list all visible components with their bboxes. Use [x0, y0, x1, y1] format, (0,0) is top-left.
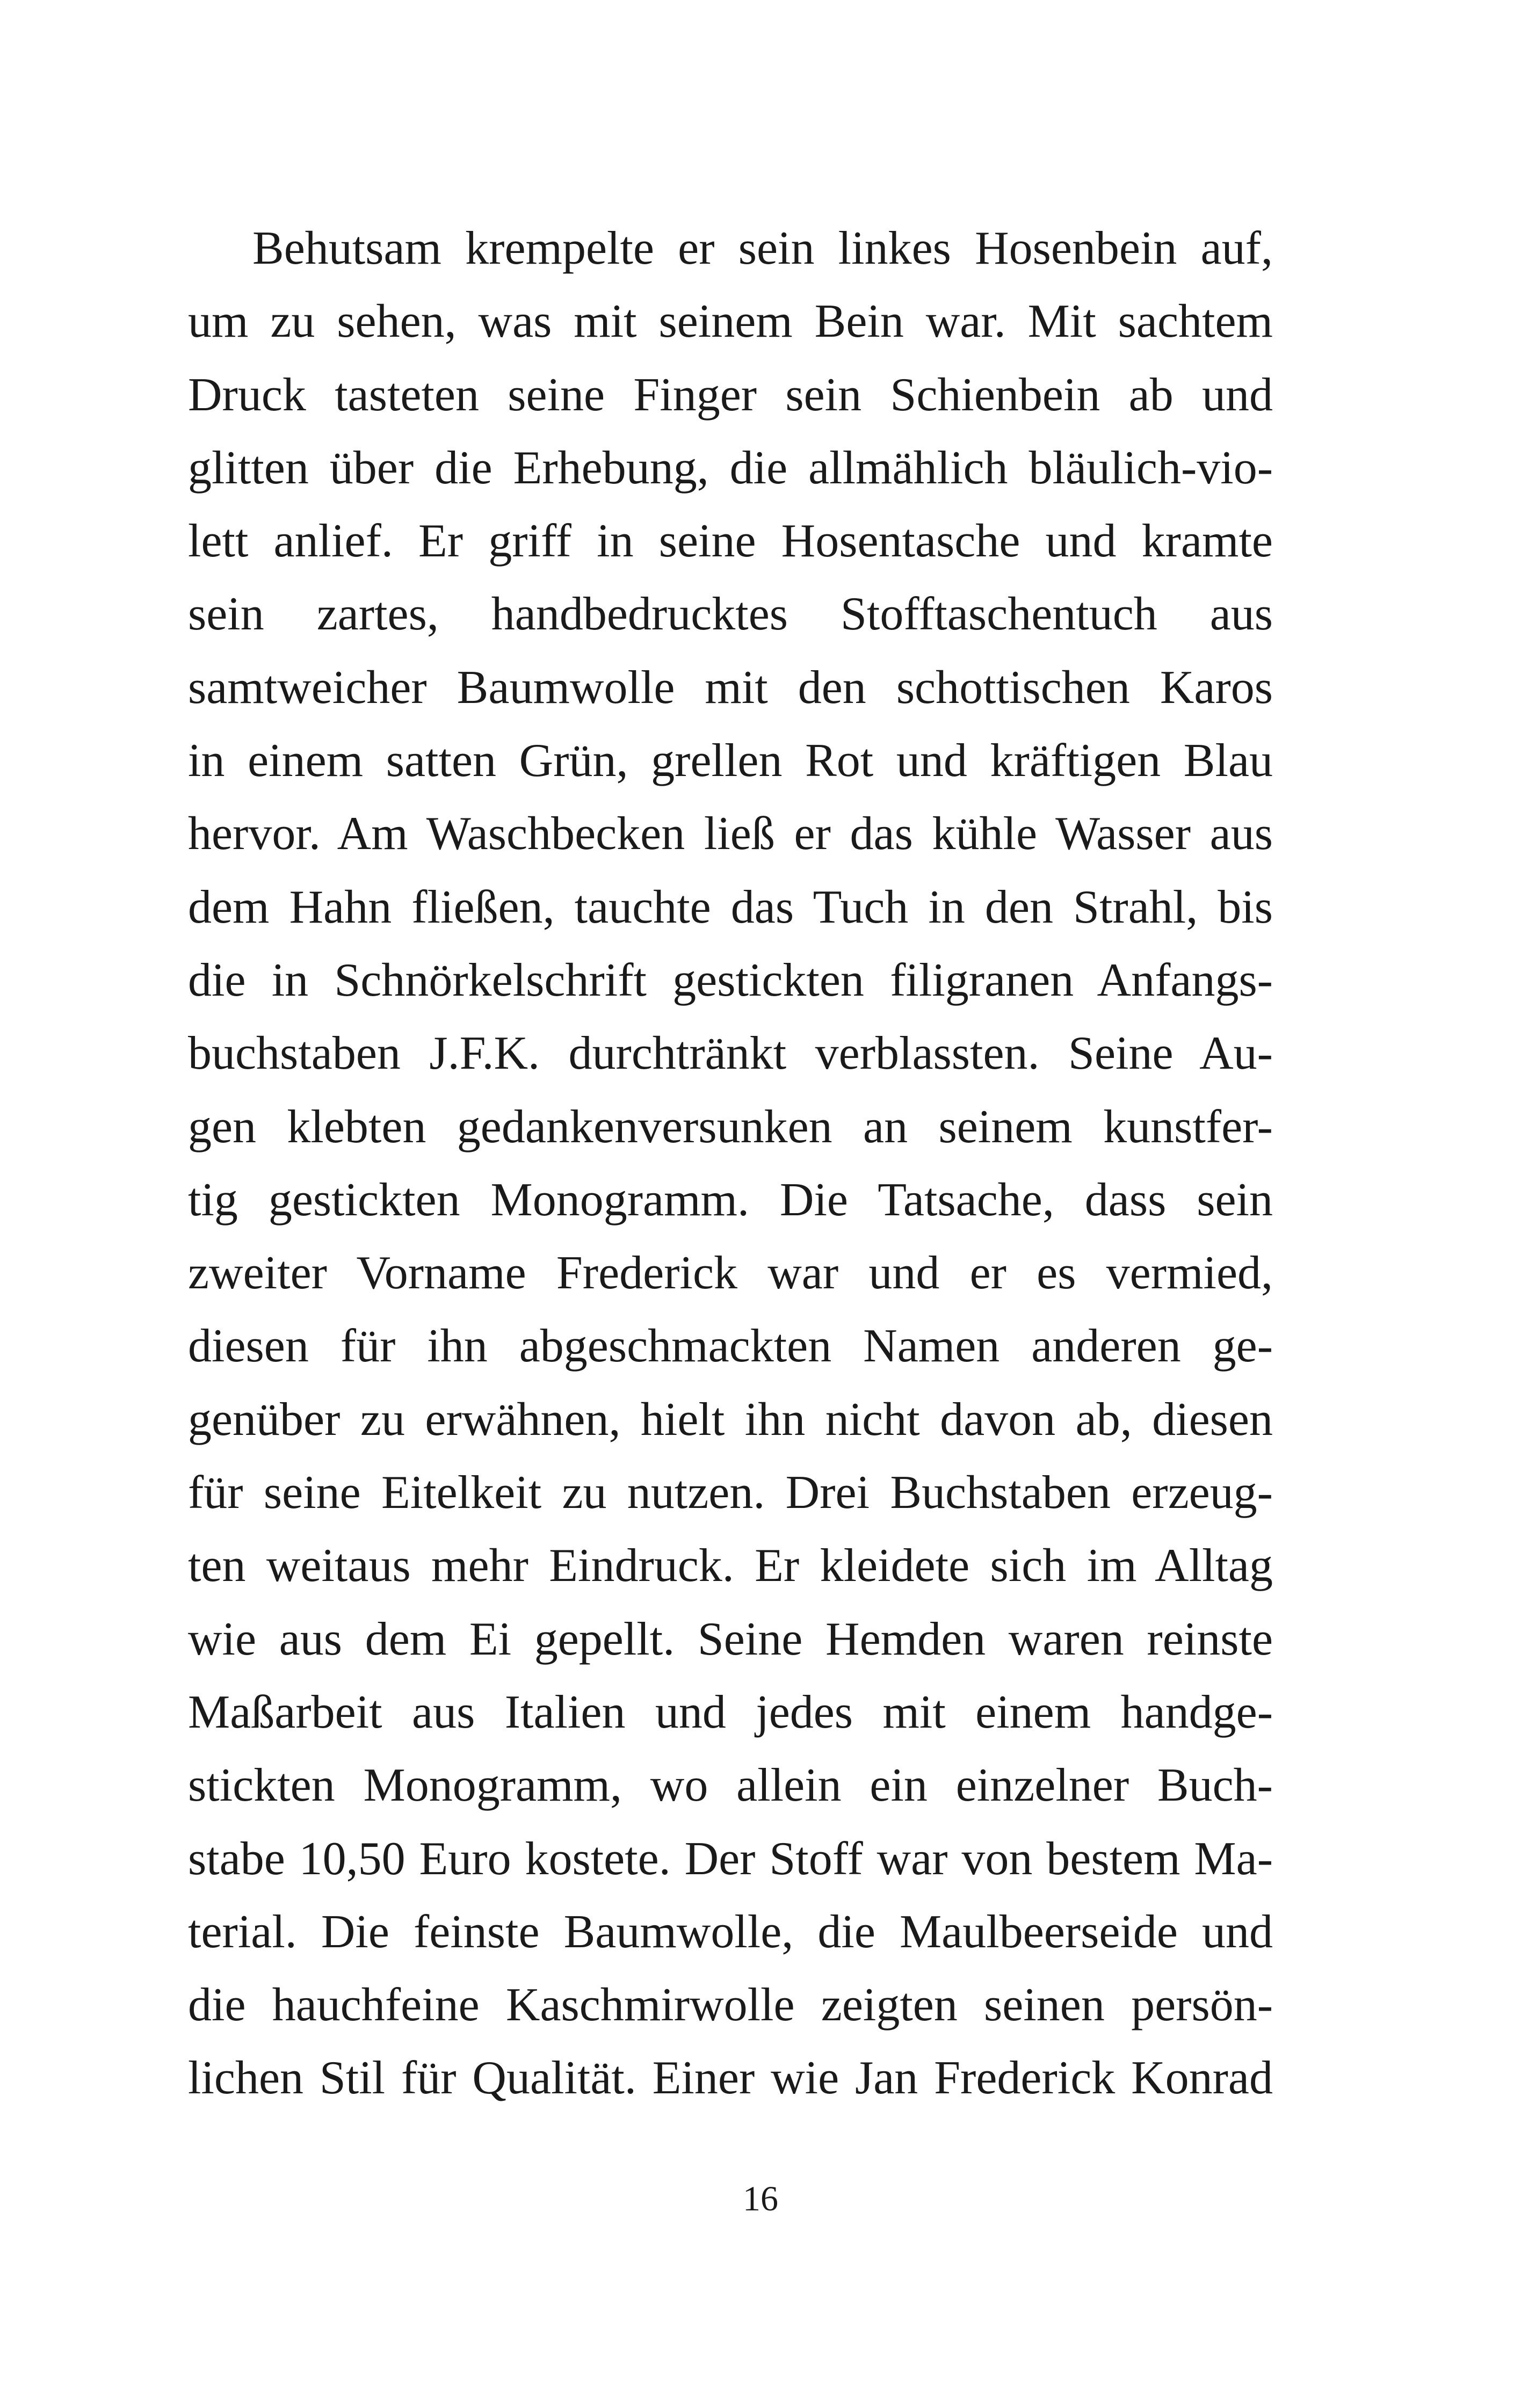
text-line: stabe 10,50 Euro kostete. Der Stoff war von bestem Ma- — [188, 1832, 1273, 1885]
text-line: in einem satten Grün, grellen Rot und kräftigen Blau — [188, 735, 1273, 787]
text-line: stickten Monogramm, wo allein ein einzelner Buch- — [188, 1759, 1273, 1812]
text-line: hervor. Am Waschbecken ließ er das kühle Wasser aus — [188, 808, 1273, 860]
text-line: terial. Die feinste Baumwolle, die Maulbeerseide und — [188, 1905, 1273, 1958]
text-line: genüber zu erwähnen, hielt ihn nicht davon ab, diesen — [188, 1393, 1273, 1446]
page-number: 16 — [743, 2179, 778, 2218]
text-line: die in Schnörkelschrift gestickten filigranen Anfangs- — [188, 954, 1273, 1006]
text-line: gen klebten gedankenversunken an seinem kunstfer- — [188, 1100, 1273, 1153]
text-line: wie aus dem Ei gepellt. Seine Hemden waren reinste — [188, 1613, 1273, 1665]
text-line: Maßarbeit aus Italien und jedes mit einem handge- — [188, 1686, 1273, 1738]
text-line: Behutsam krempelte er sein linkes Hosenbein auf, — [252, 222, 1273, 274]
text-line: lichen Stil für Qualität. Einer wie Jan Frederick Konrad — [188, 2052, 1273, 2105]
text-line: für seine Eitelkeit zu nutzen. Drei Buchstaben erzeug- — [188, 1467, 1273, 1519]
text-line: ten weitaus mehr Eindruck. Er kleidete sich im Alltag — [188, 1540, 1273, 1592]
text-line: die hauchfeine Kaschmirwolle zeigten seinen persön- — [188, 1979, 1273, 2032]
text-line: buchstaben J.F.K. durchtränkt verblassten. Seine Au- — [188, 1027, 1273, 1080]
text-line: tig gestickten Monogramm. Die Tatsache, dass sein — [188, 1173, 1273, 1226]
text-line: dem Hahn fließen, tauchte das Tuch in den Strahl, bis — [188, 881, 1273, 933]
text-line: lett anlief. Er griff in seine Hosentasche und kramte — [188, 515, 1273, 568]
body-paragraph — [188, 212, 1273, 2115]
text-line: Druck tasteten seine Finger sein Schienbein ab und — [188, 368, 1273, 421]
text-line: sein zartes, handbedrucktes Stofftaschentuch aus — [188, 588, 1273, 641]
text-line: samtweicher Baumwolle mit den schottischen Karos — [188, 661, 1273, 714]
text-line: glitten über die Erhebung, die allmählich bläulich-vio- — [188, 441, 1273, 494]
text-line: um zu sehen, was mit seinem Bein war. Mit sachtem — [188, 295, 1273, 348]
text-line: zweiter Vorname Frederick war und er es vermied, — [188, 1247, 1273, 1300]
text-line: diesen für ihn abgeschmackten Namen anderen ge- — [188, 1320, 1273, 1373]
